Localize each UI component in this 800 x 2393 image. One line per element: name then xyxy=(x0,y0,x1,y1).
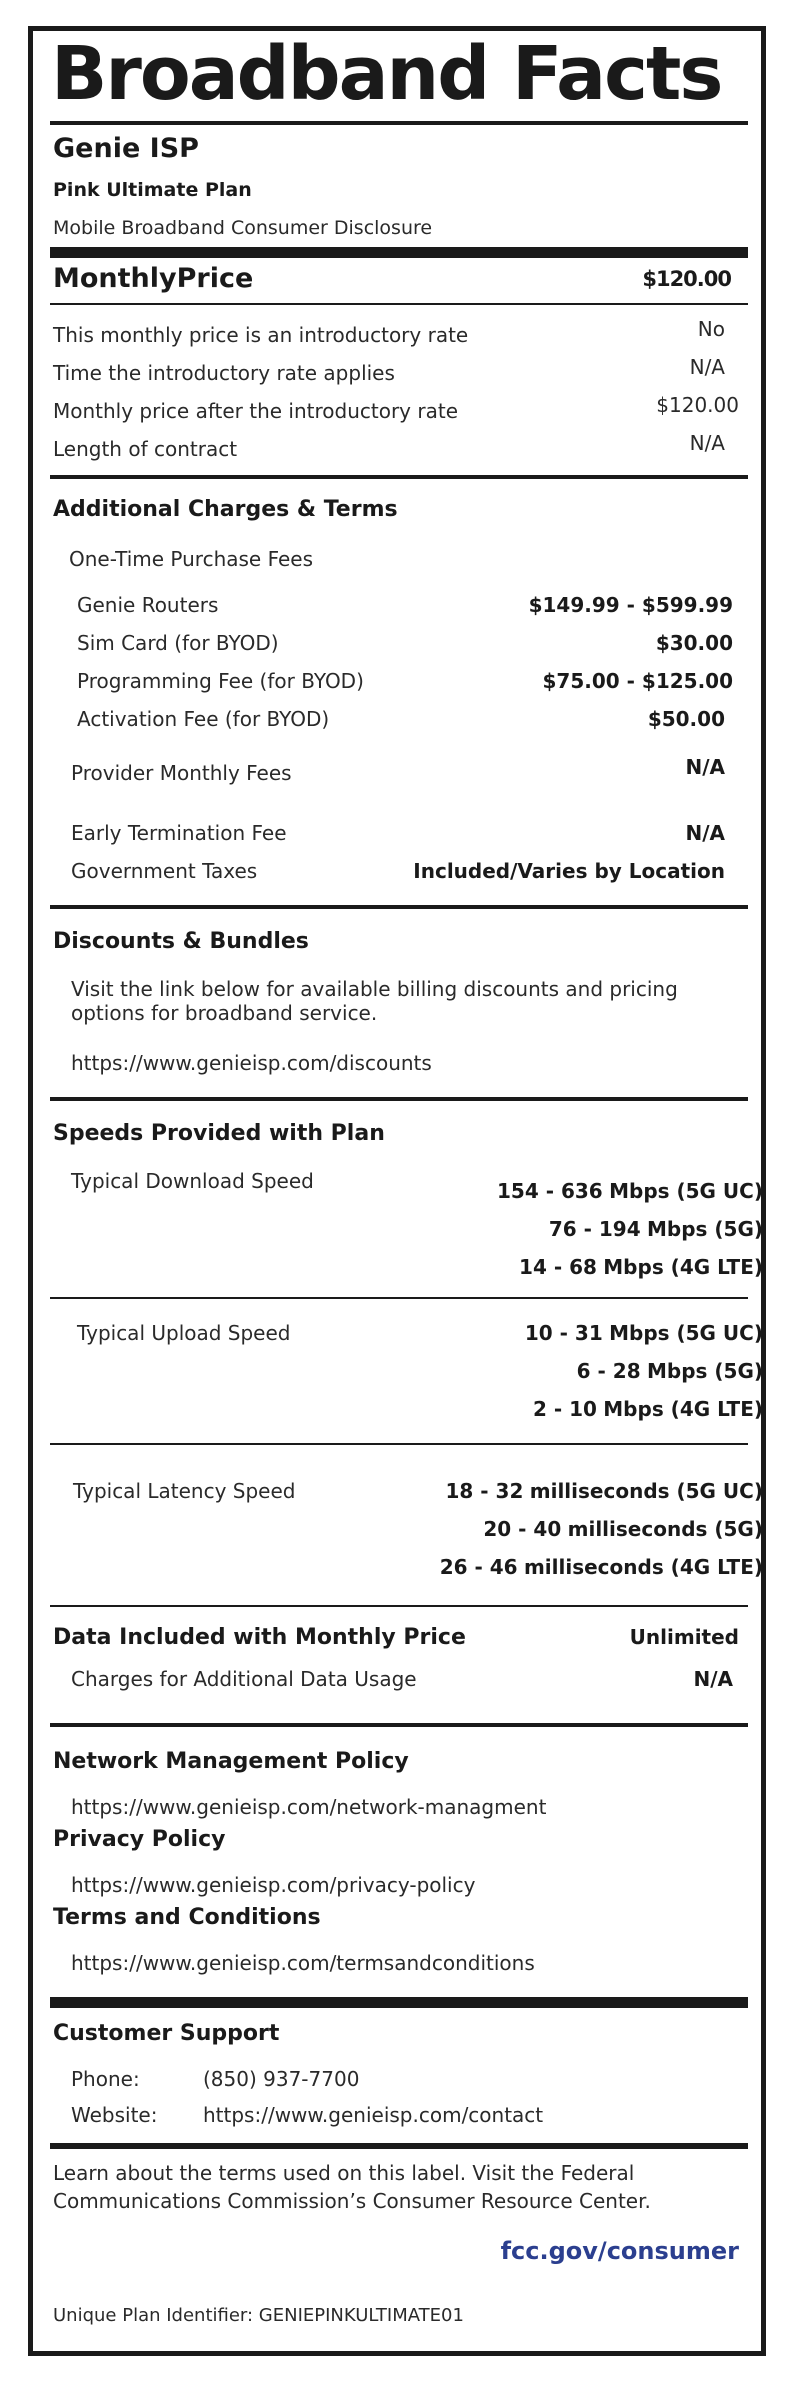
rule-3 xyxy=(50,905,748,909)
speed-value: 154 - 636 Mbps (5G UC) xyxy=(497,1179,763,1203)
data-included-heading: Data Included with Monthly Price xyxy=(53,1625,466,1650)
after-intro-value: $120.00 xyxy=(656,393,739,417)
fee-label: Sim Card (for BYOD) xyxy=(77,631,279,655)
fee-value: $30.00 xyxy=(655,631,733,655)
intro-rate-label: This monthly price is an introductory rate xyxy=(53,323,469,347)
discounts-text-line-1: Visit the link below for available billing discounts and pricing xyxy=(71,977,678,1001)
speed-value: 10 - 31 Mbps (5G UC) xyxy=(524,1321,763,1345)
speeds-heading: Speeds Provided with Plan xyxy=(53,1121,385,1146)
one-time-fees-heading: One-Time Purchase Fees xyxy=(69,547,314,571)
early-termination-label: Early Termination Fee xyxy=(71,821,287,845)
terms-heading: Terms and Conditions xyxy=(53,1905,321,1930)
customer-support-heading: Customer Support xyxy=(53,2021,280,2046)
plan-name: Pink Ultimate Plan xyxy=(53,179,252,201)
terms-link[interactable]: https://www.genieisp.com/termsandconditions xyxy=(71,1951,535,1975)
phone-label: Phone: xyxy=(71,2067,140,2091)
data-included-value: Unlimited xyxy=(629,1625,739,1649)
rule-7 xyxy=(50,2143,748,2149)
upload-speed-label: Typical Upload Speed xyxy=(77,1321,291,1345)
intro-time-label: Time the introductory rate applies xyxy=(53,361,395,385)
contract-length-label: Length of contract xyxy=(53,437,238,461)
after-intro-label: Monthly price after the introductory rate xyxy=(53,399,458,423)
provider-name: Genie ISP xyxy=(53,133,199,164)
thick-rule-2 xyxy=(50,1997,748,2008)
privacy-policy-heading: Privacy Policy xyxy=(53,1827,226,1852)
fee-value: $50.00 xyxy=(647,707,725,731)
broadband-facts-label xyxy=(28,26,766,2356)
speed-divider-2 xyxy=(50,1443,748,1445)
provider-monthly-fees-label: Provider Monthly Fees xyxy=(71,761,292,785)
discounts-text-line-2: options for broadband service. xyxy=(71,1001,378,1025)
government-taxes-value: Included/Varies by Location xyxy=(413,859,725,883)
monthly-price-label: MonthlyPrice xyxy=(53,263,254,294)
speed-value: 76 - 194 Mbps (5G) xyxy=(548,1217,763,1241)
phone-number[interactable]: (850) 937-7700 xyxy=(203,2067,360,2091)
download-speed-label: Typical Download Speed xyxy=(71,1169,314,1193)
discounts-heading: Discounts & Bundles xyxy=(53,929,309,954)
provider-monthly-fees-value: N/A xyxy=(685,755,725,779)
intro-rate-value: No xyxy=(697,317,725,341)
disclosure-type: Mobile Broadband Consumer Disclosure xyxy=(53,217,433,239)
fee-label: Programming Fee (for BYOD) xyxy=(77,669,364,693)
fee-value: $149.99 - $599.99 xyxy=(528,593,733,617)
speed-value: 14 - 68 Mbps (4G LTE) xyxy=(519,1255,763,1279)
network-policy-heading: Network Management Policy xyxy=(53,1749,409,1774)
monthly-price-value: $120.00 xyxy=(642,267,731,291)
rule-6 xyxy=(50,1723,748,1727)
latency-label: Typical Latency Speed xyxy=(73,1479,296,1503)
latency-value: 20 - 40 milliseconds (5G) xyxy=(483,1517,763,1541)
rule-5 xyxy=(50,1605,748,1607)
additional-charges-heading: Additional Charges & Terms xyxy=(53,497,398,522)
fee-value: $75.00 - $125.00 xyxy=(542,669,733,693)
support-website-link[interactable]: https://www.genieisp.com/contact xyxy=(203,2103,544,2127)
intro-time-value: N/A xyxy=(689,355,725,379)
fee-label: Activation Fee (for BYOD) xyxy=(77,707,330,731)
speed-divider-1 xyxy=(50,1297,748,1299)
rule-4 xyxy=(50,1097,748,1101)
latency-value: 26 - 46 milliseconds (4G LTE) xyxy=(439,1555,763,1579)
contract-length-value: N/A xyxy=(689,431,725,455)
fcc-consumer-link[interactable]: fcc.gov/consumer xyxy=(500,2237,739,2265)
privacy-policy-link[interactable]: https://www.genieisp.com/privacy-policy xyxy=(71,1873,476,1897)
government-taxes-label: Government Taxes xyxy=(71,859,258,883)
title-rule xyxy=(50,121,748,125)
additional-data-value: N/A xyxy=(693,1667,733,1691)
footer-text-line-1: Learn about the terms used on this label. Visit the Federal xyxy=(53,2161,635,2185)
fee-label: Genie Routers xyxy=(77,593,219,617)
label-title: Broadband Facts xyxy=(51,31,722,117)
additional-data-label: Charges for Additional Data Usage xyxy=(71,1667,417,1691)
early-termination-value: N/A xyxy=(685,821,725,845)
thick-rule-1 xyxy=(50,247,748,258)
website-label: Website: xyxy=(71,2103,158,2127)
footer-text-line-2: Communications Commission’s Consumer Resource Center. xyxy=(53,2189,651,2213)
speed-value: 6 - 28 Mbps (5G) xyxy=(576,1359,763,1383)
rule-2 xyxy=(50,475,748,479)
latency-value: 18 - 32 milliseconds (5G UC) xyxy=(445,1479,763,1503)
network-policy-link[interactable]: https://www.genieisp.com/network-managment xyxy=(71,1795,547,1819)
discounts-link[interactable]: https://www.genieisp.com/discounts xyxy=(71,1051,432,1075)
monthly-price-rule xyxy=(50,303,748,305)
speed-value: 2 - 10 Mbps (4G LTE) xyxy=(532,1397,763,1421)
unique-plan-identifier: Unique Plan Identifier: GENIEPINKULTIMATE01 xyxy=(53,2305,464,2326)
